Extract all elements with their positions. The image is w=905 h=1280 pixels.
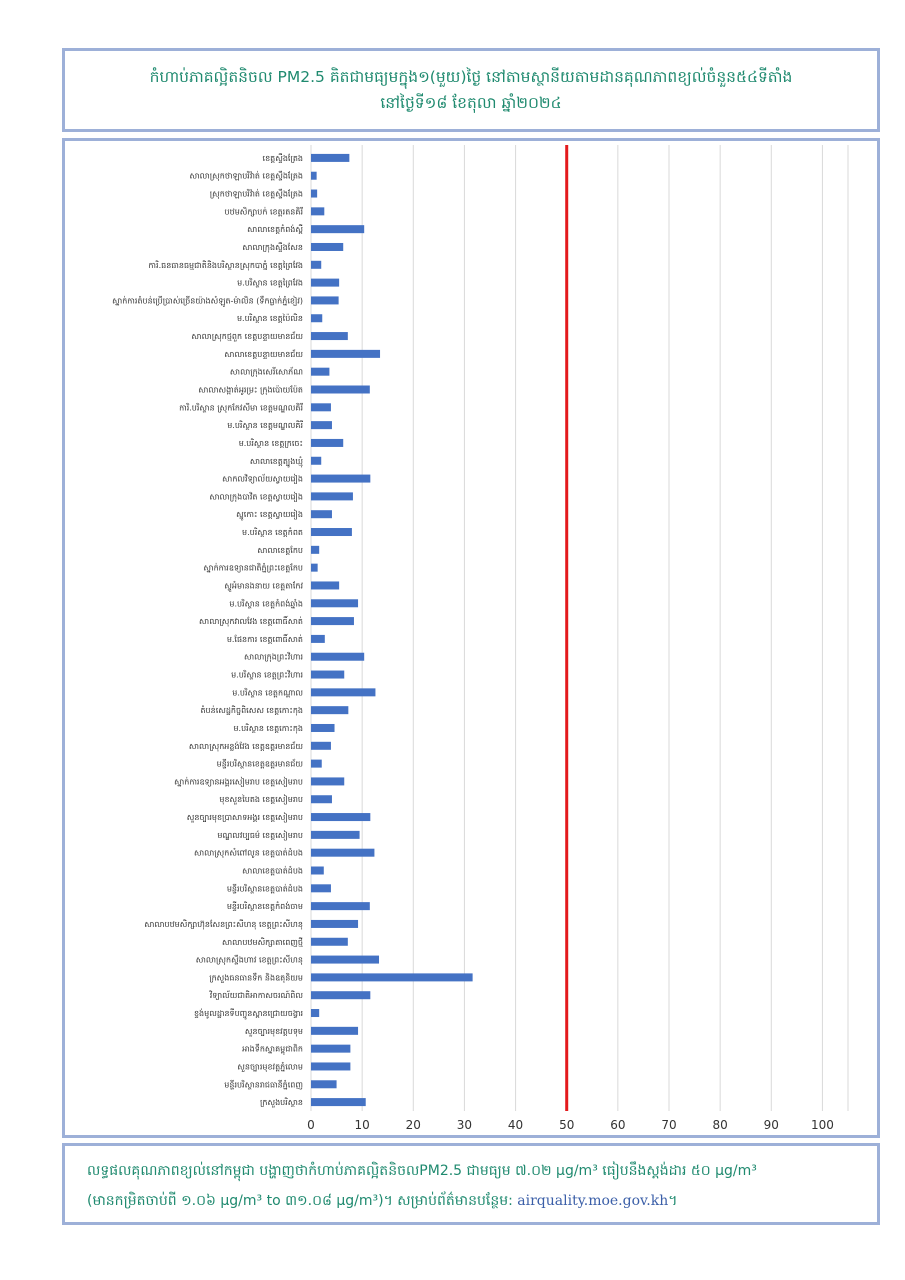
bar-44: [311, 938, 348, 946]
bar-37: [311, 813, 370, 821]
bar-4: [311, 225, 364, 233]
bar-43: [311, 920, 358, 928]
bar-31: [311, 706, 348, 714]
category-label-1: សាលាស្រុកថាឡាបរិវ៉ាត់ ខេត្តស្ទឹងត្រែង: [189, 171, 303, 181]
bar-41: [311, 884, 331, 892]
category-label-29: ម.បរិស្ថាន ខេត្តព្រះវិហារ: [231, 670, 303, 680]
category-label-45: សាលាស្រុកស្ទឹងហាវ ខេត្តព្រះសីហនុ: [195, 955, 303, 965]
bar-27: [311, 635, 325, 643]
website-link[interactable]: airquality.moe.gov.kh: [517, 1193, 669, 1209]
category-label-24: ស្ទូអំមានងនាយ ខេត្តតាកែវ: [224, 581, 303, 591]
category-label-35: ស្នាក់ការឧទ្យានអង្គរសៀមរាប ខេត្តសៀមរាប: [174, 777, 303, 787]
category-label-12: សាលាក្រុងសេរីសោភ័ណ: [229, 367, 303, 377]
bar-40: [311, 867, 324, 875]
x-tick-label-30: 30: [456, 1118, 473, 1132]
bar-22: [311, 546, 319, 554]
bar-47: [311, 991, 370, 999]
category-label-43: សាលាបឋមសិក្សាហ៊ុនសែនព្រះសីហនុ ខេត្តព្រះសីហនុ: [144, 919, 303, 929]
category-label-22: សាលាខេត្តកែប: [257, 545, 303, 555]
bar-50: [311, 1045, 350, 1053]
x-tick-label-50: 50: [559, 1118, 575, 1132]
bar-33: [311, 742, 331, 750]
bar-15: [311, 421, 332, 429]
category-label-21: ម.បរិស្ថាន ខេត្តកំពត: [242, 528, 303, 538]
bar-38: [311, 831, 360, 839]
bar-2: [311, 190, 317, 198]
x-tick-label-0: 0: [307, 1118, 315, 1132]
category-label-15: ម.បរិស្ថាន ខេត្តមណ្ឌលគិរី: [227, 421, 303, 431]
bar-34: [311, 760, 322, 768]
bar-24: [311, 581, 339, 589]
bar-29: [311, 671, 344, 679]
category-label-27: ម.ផែនការ ខេត្តពោធិ៍សាត់: [226, 634, 303, 644]
bar-52: [311, 1080, 337, 1088]
bar-30: [311, 688, 375, 696]
category-label-14: ការិ.បរិស្ថាន ស្រុកកែវសីមា ខេត្តមណ្ឌលគិរី: [179, 403, 303, 413]
category-label-53: ក្រសួងបរិស្ថាន: [259, 1098, 303, 1108]
category-label-33: សាលាស្រុកអន្លង់វែង ខេត្តឧត្តរមានជ័យ: [188, 741, 303, 751]
bar-35: [311, 777, 344, 785]
category-label-42: មន្ទីរបរិស្ថានខេត្តកំពង់ចាម: [226, 902, 303, 912]
bar-8: [311, 296, 339, 304]
bar-42: [311, 902, 370, 910]
bar-16: [311, 439, 343, 447]
summary-line-2: [87, 1186, 855, 1216]
bar-6: [311, 261, 321, 269]
bar-46: [311, 973, 473, 981]
chart-area: [62, 138, 880, 1138]
x-tick-label-100: 100: [810, 1118, 834, 1132]
category-label-17: សាលាខេត្តត្បូងឃ្មុំ: [249, 456, 303, 466]
x-tick-label-10: 10: [354, 1118, 370, 1132]
category-label-6: ការិ.ធនធានធម្មជាតិនិងបរិស្ថានស្រុកបាភ្នំ ខេត្តព្រៃវែង: [148, 260, 303, 270]
bar-53: [311, 1098, 366, 1106]
bar-17: [311, 457, 321, 465]
bar-20: [311, 510, 332, 518]
category-label-50: អាងទឹកស្នាគម្ពុជាពិក: [242, 1044, 303, 1054]
bar-14: [311, 403, 331, 411]
category-label-37: សួនច្បារមុខប្រាសាទអង្គរ ខេត្តសៀមរាប: [186, 813, 303, 823]
bar-39: [311, 849, 374, 857]
x-tick-label-70: 70: [661, 1118, 677, 1132]
bar-26: [311, 617, 354, 625]
bar-3: [311, 207, 324, 215]
summary-line-1: លទ្ធផលគុណភាពខ្យល់នៅកម្ពុជា បង្ហាញថាកំហាប់ភាគល្អិតនិចលPM2.5 ជាមធ្យម ៧.០២ μg/m³ ធៀបនឹងស្តង់ដារ ៥០ μg/m³: [87, 1163, 757, 1179]
category-label-30: ម.បរិស្ថាន ខេត្តកណ្តាល: [232, 688, 303, 698]
bar-5: [311, 243, 343, 251]
bar-12: [311, 368, 329, 376]
category-label-11: សាលាខេត្តបន្ទាយមានជ័យ: [224, 349, 303, 359]
summary-box: [62, 1143, 880, 1225]
bar-18: [311, 475, 370, 483]
category-label-0: ខេត្តស្ទឹងត្រែង: [262, 153, 303, 163]
bar-48: [311, 1009, 319, 1017]
category-label-13: សាលាសង្កាត់អូរម្រះ ក្រុងប៉ោយប៉ែត: [198, 385, 303, 395]
category-label-47: វិទ្យាល័យជាតិអាកាសចរណ៍ពិល: [209, 991, 303, 1001]
category-label-25: ម.បរិស្ថាន ខេត្តកំពង់ឆ្នាំង: [229, 599, 303, 609]
bar-36: [311, 795, 332, 803]
chart-title-line-1: កំហាប់ភាគល្អិតនិចល PM2.5 គិតជាមធ្យមក្នុង១(មួយ)ថ្ងៃ នៅតាមស្ថានីយតាមដានគុណភាពខ្យល់ចំនួន៥៤ទីតាំង: [149, 68, 793, 86]
category-label-34: មន្ទីរបរិស្ថានខេត្តឧត្តរមានជ័យ: [216, 759, 303, 769]
category-label-36: មុខសួនបៃតង ខេត្តសៀមរាប: [219, 795, 303, 805]
category-label-40: សាលាខេត្តបាត់ដំបង: [242, 866, 303, 876]
bar-10: [311, 332, 348, 340]
chart-title-box: [62, 48, 880, 132]
bar-0: [311, 154, 349, 162]
bar-13: [311, 386, 370, 394]
bar-49: [311, 1027, 358, 1035]
bar-19: [311, 492, 353, 500]
category-label-19: សាលាក្រុងបាវិត ខេត្តស្វាយរៀង: [209, 492, 303, 502]
category-label-23: ស្នាក់ការឧទ្យានជាតិភ្នំព្រះខេត្តកែប: [203, 563, 303, 573]
category-label-49: សួនច្បារមុខវត្តបទុម: [244, 1026, 303, 1036]
bar-51: [311, 1062, 350, 1070]
category-label-18: សាកលវិទ្យាល័យស្វាយរៀង: [222, 474, 303, 484]
category-label-39: សាលាស្រុកសំពៅលូន ខេត្តបាត់ដំបង: [193, 848, 303, 858]
category-label-31: តំបន់សេដ្ឋកិច្ចពិសេស ខេត្តកោះកុង: [200, 706, 303, 716]
bar-28: [311, 653, 364, 661]
summary-line-2-end: ។: [668, 1193, 678, 1209]
category-label-48: ខ្ទង់មូលដ្ឋានទីបញ្ចូនស្ពានជ្រោយចង្វារ: [193, 1009, 303, 1019]
category-label-16: ម.បរិស្ថាន ខេត្តក្រចេះ: [238, 438, 303, 448]
category-label-2: ស្រុកថាឡាបរិវ៉ាត់ ខេត្តស្ទឹងត្រែង: [209, 189, 303, 199]
pm25-bar-chart: [65, 141, 877, 1135]
x-tick-label-20: 20: [405, 1118, 421, 1132]
bar-1: [311, 172, 317, 180]
category-label-38: មណ្ឌលវប្បធម៌ ខេត្តសៀមរាប: [217, 830, 303, 840]
category-label-5: សាលាក្រុងស្ទឹងសែន: [242, 242, 303, 252]
bar-7: [311, 279, 339, 287]
bar-23: [311, 564, 318, 572]
category-label-8: ស្នាក់ការតំបន់ប្រើប្រាស់ច្រើនយ៉ាងសំឡូត-ម៉ាលិន (ទឹកធ្លាក់ភ្នំខៀវ): [112, 296, 303, 306]
bar-45: [311, 956, 379, 964]
category-label-52: មន្ទីរបរិស្ថានរាជធានីភ្នំពេញ: [224, 1080, 303, 1090]
category-label-20: ស្នូកោះ ខេត្តស្វាយរៀង: [236, 510, 303, 520]
chart-title-line-2: នៅថ្ងៃទី១៨ ខែតុលា ឆ្នាំ២០២៤: [380, 94, 562, 112]
category-label-46: ក្រសួងធនធានទឹក និងឧតុនិយម: [209, 973, 303, 983]
summary-line-2-text: (មានកម្រិតចាប់ពី ១.០៦ μg/m³ to ៣១.០៨ μg/m³)។ សម្រាប់ព័ត៌មានបន្ថែម:: [87, 1193, 513, 1209]
category-label-41: មន្ទីរបរិស្ថានខេត្តបាត់ដំបង: [226, 884, 303, 894]
x-tick-label-60: 60: [610, 1118, 626, 1132]
bar-32: [311, 724, 335, 732]
category-label-44: សាលាបឋមសិក្សាតាពេញថ្មី: [222, 937, 303, 947]
category-label-3: បឋមសិក្សាបក់ ខេត្តរតនគិរី: [224, 207, 303, 217]
category-label-10: សាលាស្រុកថ្មពួក ខេត្តបន្ទាយមានជ័យ: [191, 332, 303, 342]
x-tick-label-90: 90: [763, 1118, 779, 1132]
bar-21: [311, 528, 352, 536]
category-label-26: សាលាស្រុកវាលវែង ខេត្តពោធិ៍សាត់: [199, 617, 303, 627]
category-label-32: ម.បរិស្ថាន ខេត្តកោះកុង: [233, 723, 303, 733]
category-label-9: ម.បរិស្ថាន ខេត្តប៉ៃលិន: [236, 314, 303, 324]
category-label-28: សាលាក្រុងព្រះវិហារ: [243, 652, 303, 662]
category-label-51: សួនច្បារមុខវត្តភ្នំលោម: [237, 1062, 303, 1072]
category-label-7: ម.បរិស្ថាន ខេត្តព្រៃវែង: [237, 278, 303, 288]
x-tick-label-80: 80: [712, 1118, 728, 1132]
bar-9: [311, 314, 322, 322]
bar-11: [311, 350, 380, 358]
bar-25: [311, 599, 358, 607]
x-tick-label-40: 40: [507, 1118, 524, 1132]
category-label-4: សាលាខេត្តកំពង់ស្ពឺ: [247, 225, 303, 235]
